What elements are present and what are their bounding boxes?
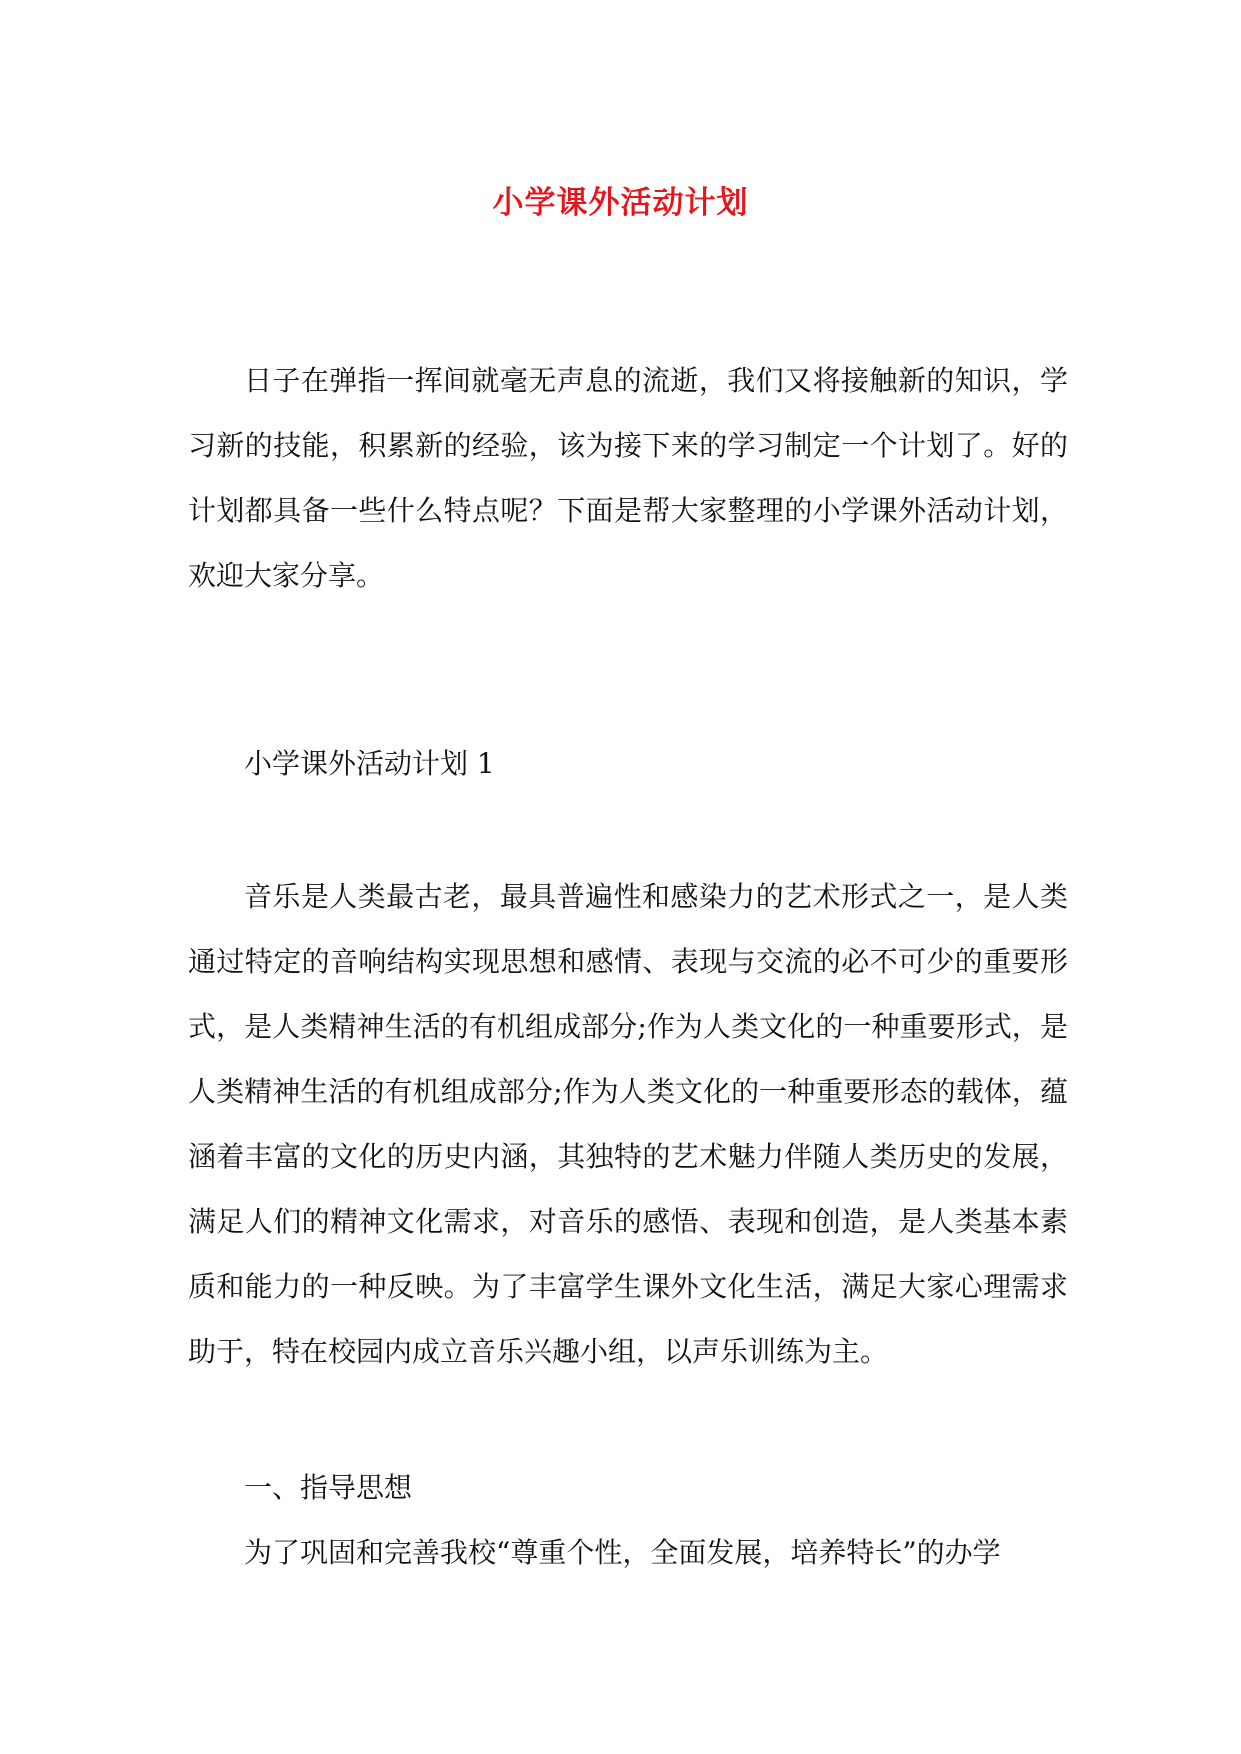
document-title: 小学课外活动计划 bbox=[492, 184, 749, 221]
music-paragraph: 音乐是人类最古老，最具普遍性和感染力的艺术形式之一，是人类通过特定的音响结构实现思想和感情、表现与交流的必不可少的重要形式，是人类精神生活的有机组成部分;作为人类文化的一种重要形式，是人类精神生活的有机组成部分;作为人类文化的一种重要形态的载体，蕴涵着丰富的文化的历史内涵，其独特的艺术魅力伴随人类历史的发展，满足人们的精神文化需求，对音乐的感悟、表现和创造，是人类基本素质和能力的一种反映。为了丰富学生课外文化生活，满足大家心理需求助于，特在校园内成立音乐兴趣小组，以声乐训练为主。 bbox=[188, 880, 1068, 1368]
intro-paragraph: 日子在弹指一挥间就毫无声息的流逝，我们又将接触新的知识，学习新的技能，积累新的经验，该为接下来的学习制定一个计划了。好的计划都具备一些什么特点呢？下面是帮大家整理的小学课外活动计划，欢迎大家分享。 bbox=[188, 364, 1068, 592]
section-heading-guiding-ideology: 一、指导思想 bbox=[244, 1471, 413, 1504]
guiding-ideology-paragraph: 为了巩固和完善我校“尊重个性，全面发展，培养特长”的办学 bbox=[244, 1536, 1001, 1569]
plan-heading-1: 小学课外活动计划 1 bbox=[244, 747, 495, 780]
